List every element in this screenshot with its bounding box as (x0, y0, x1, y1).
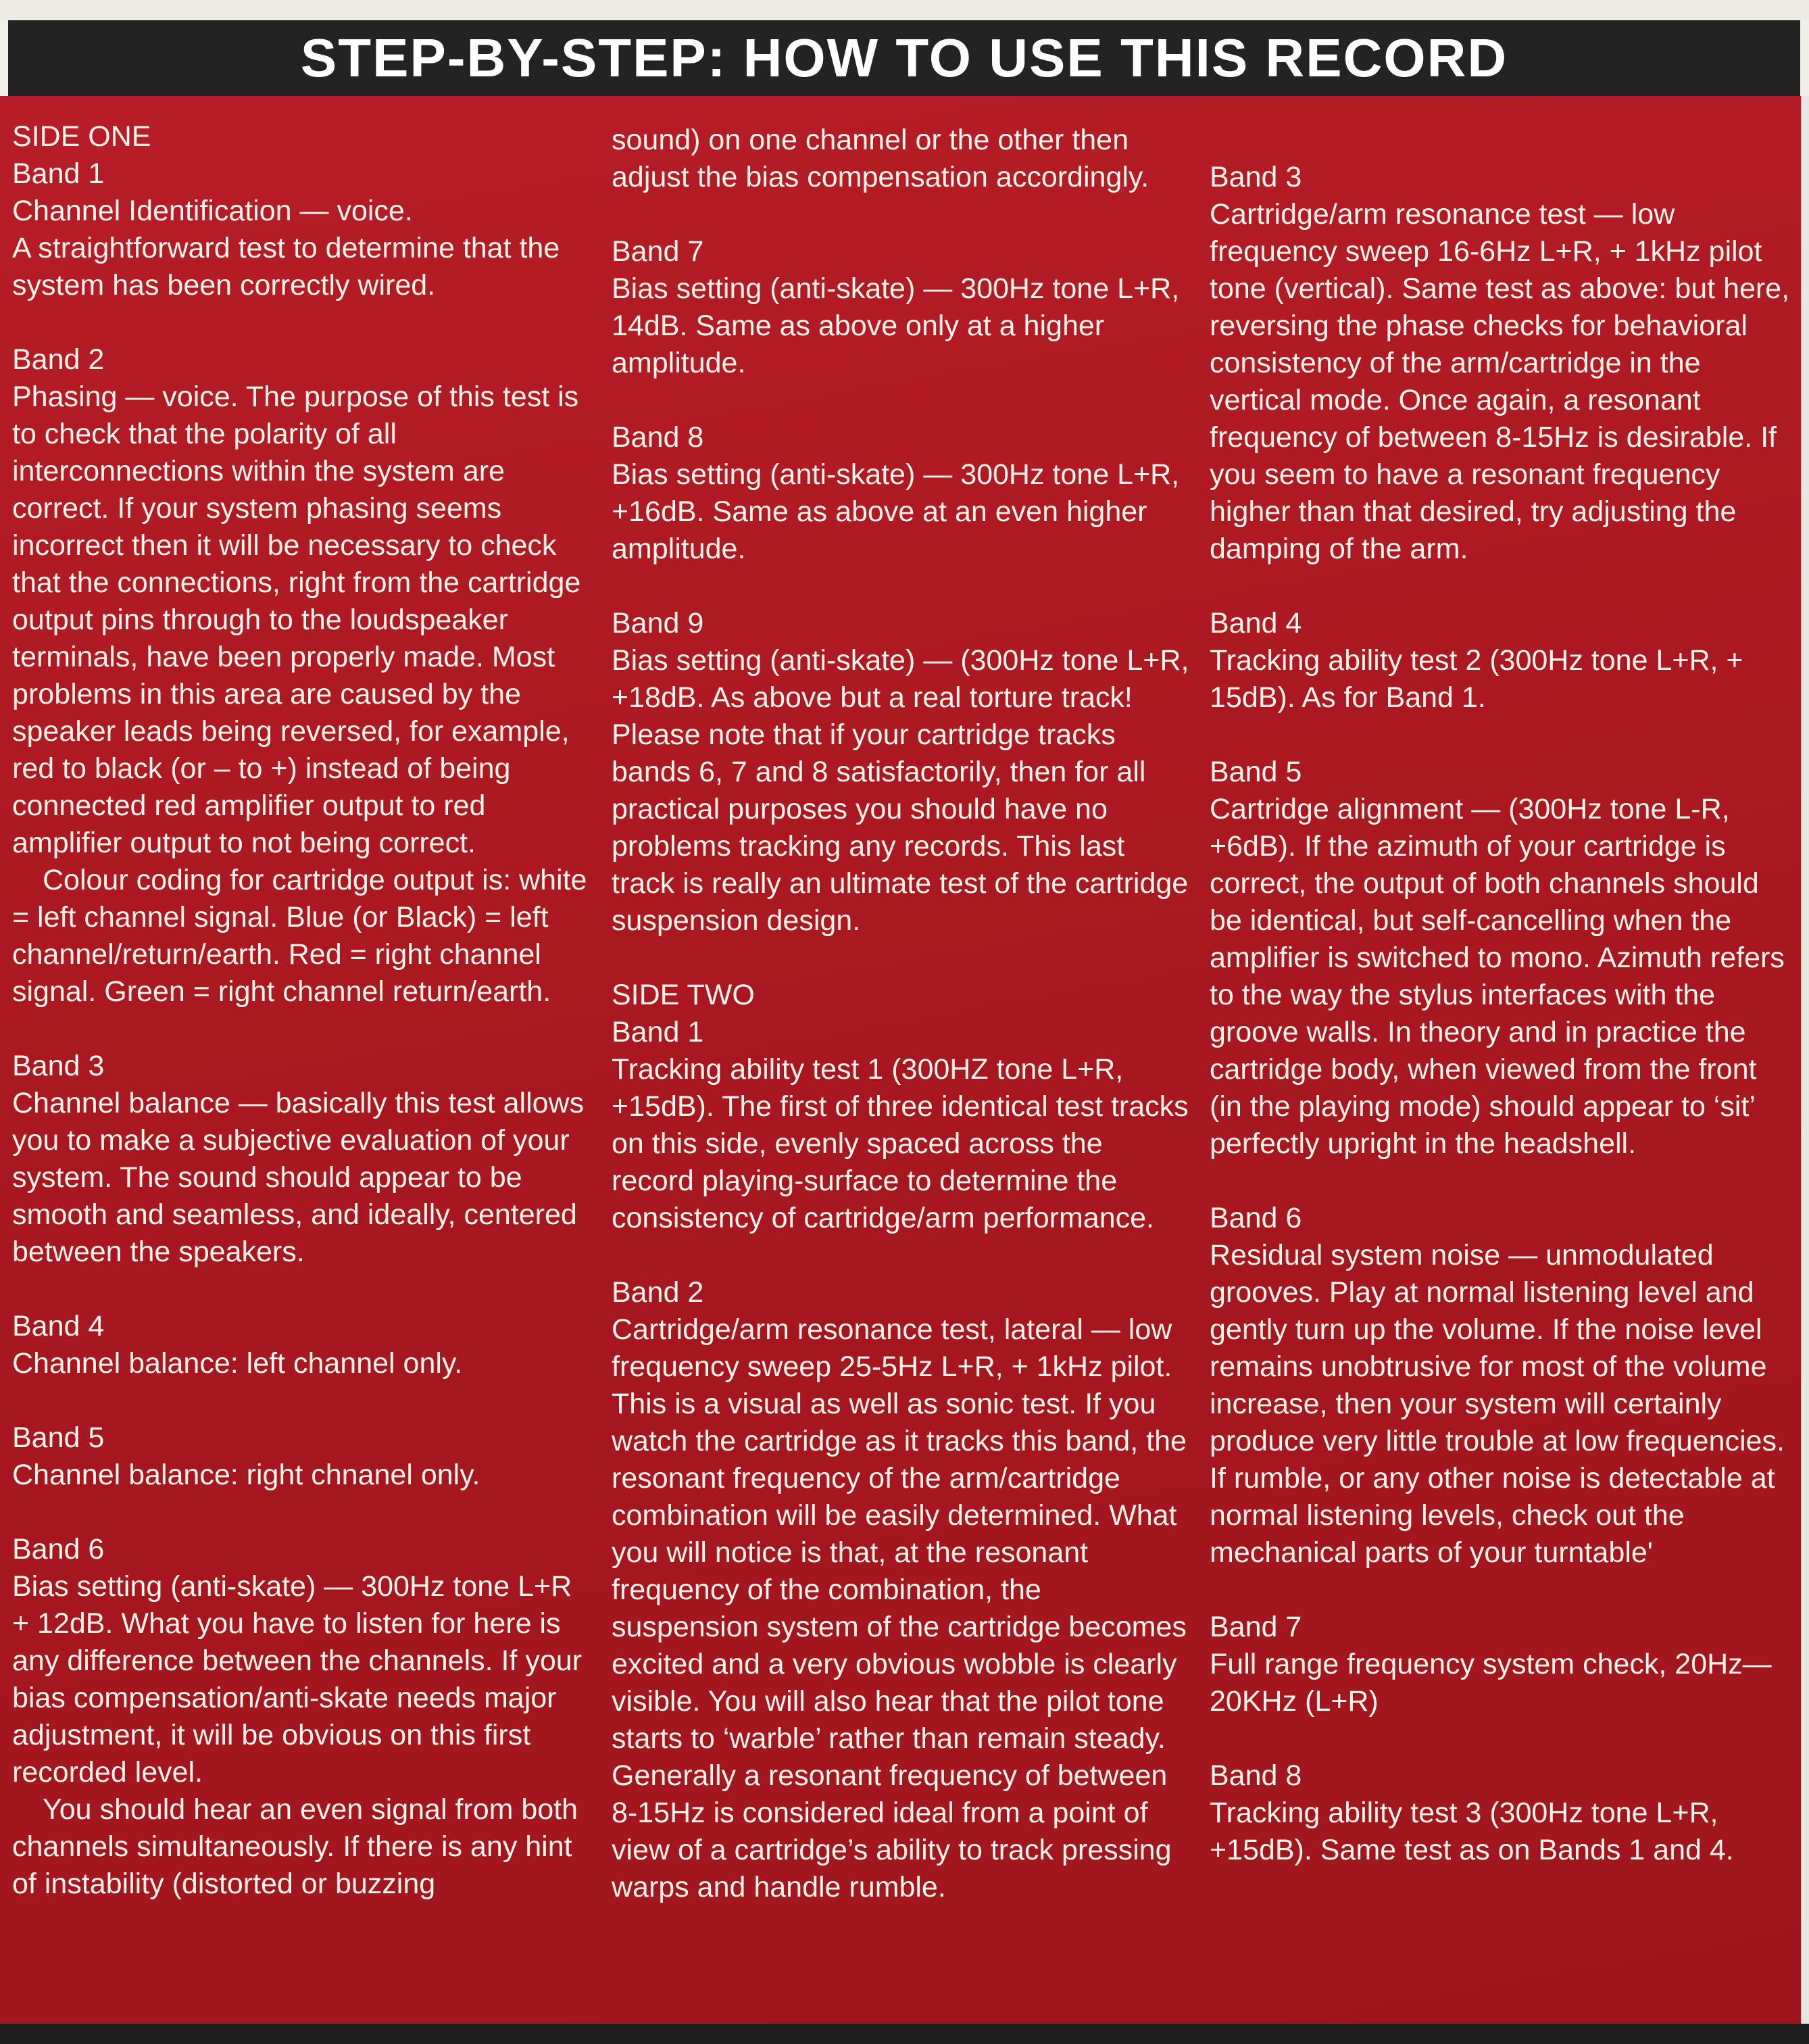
band-text: Cartridge/arm resonance test — low frequency sweep 16-6Hz L+R, + 1kHz pilot tone (vertical). Same test as above: but here, reversing the phase checks for behavioral consistency of the arm/cartridge in the vertical mode. Once again, a resonant frequency of between 8-15Hz is desirable. If you seem to have a resonant frequency higher than that desired, try adjusting the damping of the arm. (1210, 198, 1790, 565)
band-text: You should hear an even signal from both channels simultaneously. If there is any hint of instability (distorted or buzzing (12, 1793, 578, 1900)
side-two-band-6 (1210, 1200, 1792, 1572)
side-two-band-1 (612, 977, 1193, 1237)
bottom-page-strip (0, 2024, 1809, 2044)
band-text: Tracking ability test 3 (300Hz tone L+R, +15dB). Same test as on Bands 1 and 4. (1210, 1797, 1734, 1866)
side-two-label: SIDE TWO (612, 979, 755, 1011)
side-one-band-1 (12, 118, 593, 304)
band-text: Cartridge/arm resonance test, lateral — low frequency sweep 25-5Hz L+R, + 1kHz pilot. This is a visual as well as sonic test. If you watch the cartridge as it tracks this band, the resonant frequency of the arm/cartridge combination will be easily determined. What you will notice is that, at the resonant frequency of the combination, the suspension system of the cartridge becomes excited and a very obvious wobble is clearly visible. You will also hear that the pilot tone starts to ‘warble’ rather than remain steady. Generally a resonant frequency of between 8-15Hz is considered ideal from a point of view of a cartridge’s ability to track pressing warps and handle rumble. (612, 1313, 1187, 1903)
band-text: Channel balance: right chnanel only. (12, 1459, 480, 1491)
band-text: Full range frequency system check, 20Hz—20KHz (L+R) (1210, 1648, 1772, 1718)
band-label: Band 2 (12, 343, 105, 376)
band-text: Colour coding for cartridge output is: white = left channel signal. Blue (or Black) = left channel/return/earth. Red = right channel signal. Green = right channel return/earth. (12, 864, 587, 1008)
band-label: Band 6 (12, 1533, 105, 1565)
band-label: Band 5 (12, 1421, 105, 1454)
band-text: Channel balance: left channel only. (12, 1347, 463, 1380)
band-text: Bias setting (anti-skate) — 300Hz tone L+R, +16dB. Same as above at an even higher amplitude. (612, 458, 1180, 565)
side-one-band-5 (12, 1419, 593, 1494)
band-text: Bias setting (anti-skate) — 300Hz tone L+R + 12dB. What you have to listen for here is any difference between the channels. If your bias compensation/anti-skate needs major adjustment, it will be obvious on this first recorded level. (12, 1570, 583, 1788)
side-two-band-5 (1210, 754, 1792, 1163)
band-text: Tracking ability test 1 (300HZ tone L+R, +15dB). The first of three identical test tracks on this side, evenly spaced across the record playing-surface to determine the consistency of cartridge/arm performance. (612, 1053, 1189, 1234)
band-text: Phasing — voice. The purpose of this test is to check that the polarity of all interconnections within the system are correct. If your system phasing seems incorrect then it will be necessary to check that the connections, right from the cartridge output pins through to the loudspeaker terminals, have been properly made. Most problems in this area are caused by the speaker leads being reversed, for example, red to black (or – to +) instead of being connected red amplifier output to red amplifier output to not being correct. (12, 381, 581, 859)
band-text: sound) on one channel or the other then adjust the bias compensation accordingly. (612, 124, 1149, 193)
band-text: Tracking ability test 2 (300Hz tone L+R, + 15dB). As for Band 1. (1210, 644, 1743, 714)
top-page-strip (0, 0, 1809, 20)
title-banner (8, 20, 1800, 96)
side-two-band-3 (1210, 159, 1792, 568)
side-one-label: SIDE ONE (12, 120, 151, 153)
band-text: Bias setting (anti-skate) — (300Hz tone L+R, +18dB. As above but a real torture track! Please note that if your cartridge tracks bands 6, 7 and 8 satisfactorily, then for all practical purposes you should have no problems tracking any records. This last track is really an ultimate test of the cartridge suspension design. (612, 644, 1189, 937)
band-label: Band 9 (612, 607, 704, 639)
band-label: Band 1 (612, 1016, 704, 1048)
side-two-band-7 (1210, 1609, 1792, 1720)
band-label: Band 7 (1210, 1611, 1302, 1643)
band-label: Band 8 (1210, 1759, 1302, 1792)
side-one-band-9 (612, 605, 1193, 940)
band-label: Band 6 (1210, 1202, 1302, 1234)
band-text: Bias setting (anti-skate) — 300Hz tone L+R, 14dB. Same as above only at a higher amplitude. (612, 272, 1180, 379)
band-label: Band 2 (612, 1276, 704, 1309)
page-title: STEP-BY-STEP: HOW TO USE THIS RECORD (300, 28, 1508, 88)
side-one-band-2 (12, 341, 593, 1011)
side-one-band-4 (12, 1308, 593, 1382)
band-text: Channel Identification — voice. (12, 195, 413, 227)
band-label: Band 4 (1210, 607, 1302, 639)
band-label: Band 1 (12, 157, 105, 190)
side-one-band-8 (612, 419, 1193, 568)
band-label: Band 3 (12, 1050, 105, 1082)
band-text: Residual system noise — unmodulated grooves. Play at normal listening level and gently turn up the volume. If the noise level remains unobtrusive for most of the volume increase, then your system will certainly produce very little trouble at low frequencies. If rumble, or any other noise is detectable at normal listening levels, check out the mechanical parts of your turntable' (1210, 1239, 1785, 1569)
band-label: Band 7 (612, 235, 704, 268)
column-3 (1210, 159, 1792, 1906)
side-two-band-8 (1210, 1757, 1792, 1869)
band-label: Band 4 (12, 1310, 105, 1342)
page-edge (1801, 96, 1809, 2024)
column-1 (12, 118, 593, 1940)
side-one-band-7 (612, 233, 1193, 382)
side-one-band-3 (12, 1048, 593, 1271)
band-label: Band 8 (612, 421, 704, 454)
band-text: A straightforward test to determine that the system has been correctly wired. (12, 232, 560, 301)
side-one-band-6 (12, 1531, 593, 1903)
side-two-band-2 (612, 1274, 1193, 1906)
band-text: Cartridge alignment — (300Hz tone L-R, +6dB). If the azimuth of your cartridge is correct, the output of both channels should be identical, but self-cancelling when the amplifier is switched to mono. Azimuth refers to the way the stylus interfaces with the groove walls. In theory and in practice the cartridge body, when viewed from the front (in the playing mode) should appear to ‘sit’ perfectly upright in the headshell. (1210, 793, 1785, 1160)
side-one-band-6-continued (612, 122, 1193, 196)
column-2 (612, 122, 1193, 1943)
band-label: Band 3 (1210, 161, 1302, 193)
side-two-band-4 (1210, 605, 1792, 716)
band-text: Channel balance — basically this test allows you to make a subjective evaluation of your system. The sound should appear to be smooth and seamless, and ideally, centered between the speakers. (12, 1087, 585, 1268)
band-label: Band 5 (1210, 756, 1302, 788)
